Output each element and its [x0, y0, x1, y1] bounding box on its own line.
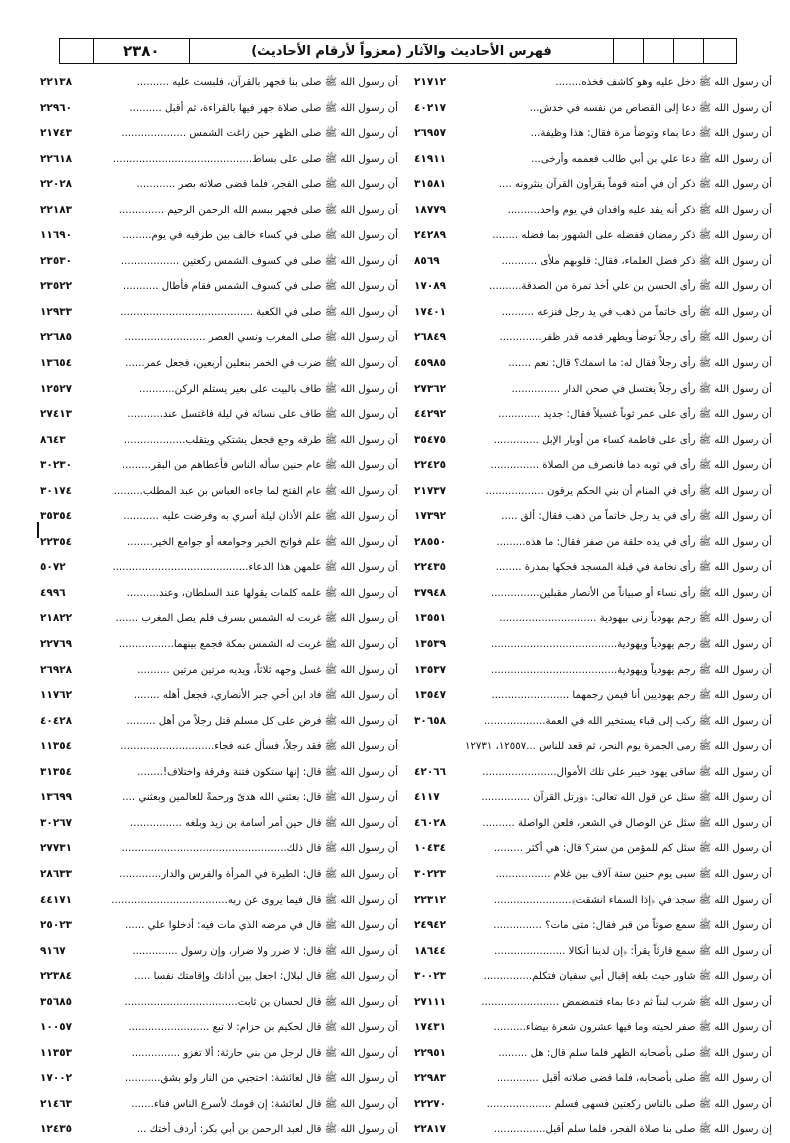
- index-entry: [414, 530, 772, 556]
- margin-mark: [37, 522, 39, 538]
- entry-number: ١١٦٩٠: [40, 229, 73, 242]
- entry-number: ١٠٤٣٤: [414, 842, 447, 855]
- index-entry: [414, 913, 772, 939]
- entry-number: ٢٢٩٨٣: [414, 1072, 447, 1085]
- entry-text: أن رسول الله ﷺ ضرب في الخمر بنعلين أربعين، فجعل عمر......: [125, 358, 398, 370]
- entry-number: ١١٣٥٣: [40, 1046, 73, 1059]
- index-entry: [40, 351, 398, 377]
- entry-number: ١٨٦٤٤: [414, 944, 447, 957]
- entry-number: ٤٥٩٨٥: [414, 357, 447, 370]
- index-entry: [414, 990, 772, 1016]
- index-entry: [40, 1041, 398, 1067]
- entry-number: ٤٩٩٦: [40, 586, 66, 599]
- entry-number: ٢٨٦٣٣: [40, 867, 73, 880]
- entry-text: أن رسول الله ﷺ علمهن هذا الدعاء..........................................: [112, 562, 398, 574]
- entry-text: أن رسول الله ﷺ طاف على نسائه في ليلة فاغتسل عند...........: [127, 409, 398, 421]
- entry-number: ٣٠٢٦٧: [40, 816, 73, 829]
- entry-text: أن رسول الله ﷺ صلى صلاة جهر فيها بالقراءة، ثم أقبل ..........: [129, 102, 398, 114]
- entry-number: ٤١١٧: [414, 791, 440, 804]
- index-entry: [414, 1015, 772, 1041]
- entry-text: أن رسول الله ﷺ صلى في كسوف الشمس ركعتين ..................: [120, 255, 398, 267]
- index-entry: [40, 274, 398, 300]
- entry-number: ٢٢٣٨٤: [40, 970, 73, 983]
- entry-text: أن رسول الله ﷺ غسل وجهه ثلاثاً، ويديه مرتين مرتين ..........: [137, 664, 398, 676]
- entry-text: أن رسول الله ﷺ رجم يهودياً ويهودية.......................................: [490, 664, 772, 676]
- entry-text: أن رسول الله ﷺ سمع قارئاً يقرأ: ﴿إن لدينا أنكالا ......................: [494, 945, 772, 957]
- index-entry: [414, 811, 772, 837]
- index-entry: [414, 402, 772, 428]
- index-entry: [40, 121, 398, 147]
- entry-text: أن رسول الله ﷺ فقد رجلاً، فسأل عنه فجاء.............................: [120, 741, 398, 753]
- entry-text: أن رسول الله ﷺ شاور حيث بلغه إقبال أبي سفيان فتكلم...............: [483, 971, 772, 983]
- entry-text: أن رسول الله ﷺ رأى رجلاً فقال له: ما اسمك؟ قال: نعم .......: [508, 358, 772, 370]
- entry-number: ٢٧٧٣١: [40, 842, 73, 855]
- entry-number: ٣٥٣٥٤: [40, 510, 73, 523]
- entry-number: ٢٢١٣٨: [40, 76, 73, 88]
- entry-number: ٣١٣٥٤: [40, 765, 73, 778]
- index-entry: [414, 939, 772, 965]
- entry-text: أن رسول الله ﷺ رأى في يده حلقة من صفر فقال: ما هذه.........: [496, 536, 772, 548]
- entry-text: أن رسول الله ﷺ رأى خاتماً من ذهب في يد رجل فنزعه ..........: [501, 306, 772, 318]
- page-number: ٢٣٨٠: [94, 39, 190, 63]
- entry-text: أن رسول الله ﷺ قال لحسان بن ثابت...................................: [124, 996, 398, 1008]
- entry-text: أن رسول الله ﷺ دخل عليه وهو كاشف فخذه........: [555, 77, 772, 88]
- index-entry: [414, 606, 772, 632]
- entry-text: أن رسول الله ﷺ ذكر فضل العلماء، فقال: قلوبهم ملأى ...........: [501, 255, 772, 267]
- entry-text: أن رسول الله ﷺ صلى في كساء خالف بين طرفيه في يوم.........: [122, 230, 398, 242]
- entry-text: أن رسول الله ﷺ ذكر رمضان ففضله على الشهور بما فضله ........: [492, 230, 772, 242]
- entry-text: أن رسول الله ﷺ رأى رجلاً يغتسل في صحن الدار ...............: [511, 383, 772, 395]
- entry-text: أن رسول الله ﷺ قال ذلك...................................................: [121, 843, 398, 855]
- entry-text: أن رسول الله ﷺ قال: الطيرة في المرأة والفرس والدار.............: [119, 868, 398, 880]
- index-entry: [414, 274, 772, 300]
- index-entry: [40, 428, 398, 454]
- index-entry: [40, 300, 398, 326]
- header-cell-empty: [60, 39, 94, 63]
- entry-number: ٣٠٦٥٨: [414, 714, 447, 727]
- entry-number: ١٢٩٣٣: [40, 305, 73, 318]
- entry-text: أن رسول الله ﷺ صلى المغرب ونسي العصر .........................: [124, 332, 398, 344]
- header-cell-empty: [674, 39, 704, 63]
- entry-number: ٨٥٦٩: [414, 254, 440, 267]
- entry-number: ٤٤١٧١: [40, 893, 73, 906]
- entry-number: ٢٢٠٢٨: [40, 178, 73, 191]
- index-entry: [414, 325, 772, 351]
- index-entry: [40, 70, 398, 96]
- entry-text: أن رسول الله ﷺ صلى بنا فجهر بالقرآن، فلبست عليه ..........: [136, 77, 398, 88]
- index-entry: [40, 1092, 398, 1118]
- entry-number: ٢٢٢٧٠: [414, 1097, 447, 1110]
- index-entry: [414, 785, 772, 811]
- entry-text: أن رسول الله ﷺ صفر لحيته وما فيها عشرون شعرة بيضاء..........: [493, 1022, 772, 1034]
- entry-text: أن رسول الله ﷺ رجم يهودياً زنى بيهودية ..............................: [499, 613, 772, 625]
- index-entry: [414, 428, 772, 454]
- index-entry: [40, 96, 398, 122]
- index-entry: [40, 504, 398, 530]
- entry-text: أن رسول الله ﷺ دعا إلى القصاص من نفسه في خدش...: [529, 102, 772, 114]
- entry-number: ٢٢٩٦٠: [40, 101, 73, 114]
- entry-number: ٢٦٩٢٨: [40, 663, 73, 676]
- index-column-left: [40, 70, 398, 1143]
- index-entry: [40, 990, 398, 1016]
- index-entry: [414, 249, 772, 275]
- index-entry: [414, 351, 772, 377]
- entry-number: ٢٢٩٥١: [414, 1046, 447, 1059]
- index-entry: [40, 913, 398, 939]
- entry-number: ٢٢١٨٣: [40, 203, 73, 216]
- entry-number: ١١٣٥٤: [40, 740, 73, 753]
- entry-text: أن رسول الله ﷺ دعا بماء وتوضأ مرة فقال: هذا وظيفة...: [530, 128, 772, 140]
- entry-number: ١٣٥٥١: [414, 612, 447, 625]
- index-column-right: [414, 70, 772, 1143]
- entry-text: أن رسول الله ﷺ فرض على كل مسلم قتل رجلاً من أهل .........: [126, 715, 398, 727]
- index-entry: [414, 70, 772, 96]
- index-entry: [414, 658, 772, 684]
- entry-number: ٢٦٨٤٩: [414, 331, 447, 344]
- index-entry: [40, 1117, 398, 1143]
- entry-text: أن رسول الله ﷺ عام الفتح لما جاءه العباس بن عبد المطلب.........: [113, 485, 398, 497]
- entry-text: أن رسول الله ﷺ ذكر أنه يفد عليه وافدان في يوم واحد..........: [507, 204, 772, 216]
- entry-text: أن رسول الله ﷺ قال فيما يروى عن ربه....................................: [111, 894, 398, 906]
- entry-number: ٤٢٠٦٦: [414, 765, 447, 778]
- index-entry: [40, 658, 398, 684]
- entry-number: [414, 734, 416, 760]
- entry-text: أن رسول الله ﷺ شرب لبناً ثم دعا بماء فتمضمض ........................: [481, 996, 772, 1008]
- index-entry: [414, 1041, 772, 1067]
- entry-number: ٣٠١٧٤: [40, 484, 73, 497]
- index-entry: [414, 300, 772, 326]
- index-entry: [40, 223, 398, 249]
- entry-number: ١١٧٦٢: [40, 689, 73, 702]
- entry-text: أن رسول الله ﷺ رأى في ثوبه دما فانصرف من الصلاة ...............: [490, 460, 772, 472]
- index-entry: [414, 964, 772, 990]
- entry-number: ٤١٩١١: [414, 152, 447, 165]
- entry-number: ١٣٦٩٩: [40, 791, 73, 804]
- entry-text: أن رسول الله ﷺ غربت له الشمس بسرف فلم يصل المغرب .......: [115, 613, 398, 625]
- index-entry: [40, 836, 398, 862]
- index-entry: [40, 555, 398, 581]
- entry-text: أن رسول الله ﷺ قال: بعثني الله هدىً ورحمةً للعالمين وبعثني ....: [122, 792, 398, 804]
- index-entry: [414, 862, 772, 888]
- index-entry: [40, 888, 398, 914]
- index-entry: [40, 683, 398, 709]
- entry-number: ١٧٣٩٢: [414, 510, 447, 523]
- entry-text: أن رسول الله ﷺ رأى نساء أو صبياناً من الأنصار مقبلين...............: [490, 587, 772, 599]
- index-entry: [414, 632, 772, 658]
- entry-number: ٢٣٥٢٢: [40, 280, 73, 293]
- entry-text: أن رسول الله ﷺ سجد في ﴿إذا السماء انشقت﴾........................: [493, 894, 772, 906]
- index-entry: [414, 888, 772, 914]
- index-entry: [414, 147, 772, 173]
- index-entry: [40, 453, 398, 479]
- entry-number: ١٣٥٣٩: [414, 638, 447, 651]
- entry-text: أن رسول الله ﷺ رأى الحسن بن علي أخذ تمرة من الصدقة..........: [489, 281, 772, 293]
- page-header: [59, 38, 737, 64]
- entry-text: أن رسول الله ﷺ رأى على فاطمة كساء من أوبار الإبل ..............: [493, 434, 772, 446]
- index-entry: [414, 121, 772, 147]
- index-entry: [414, 479, 772, 505]
- index-entry: [40, 760, 398, 786]
- entry-text: أن رسول الله ﷺ رجم يهودياً ويهودية.......................................: [490, 639, 772, 651]
- entry-number: ٢١٤٦٣: [40, 1097, 73, 1110]
- entry-text: أن رسول الله ﷺ قال لرجل من بني حارثة: ألا تغزو ...............: [131, 1047, 398, 1059]
- index-entry: [414, 453, 772, 479]
- entry-text: أن رسول الله ﷺ صلى على بساط...........................................: [112, 153, 398, 165]
- entry-number: ٢٢٨١٧: [414, 1123, 447, 1136]
- entry-text: أن رسول الله ﷺ صلى بأصحابه، فلما قضى صلاته أقبل .............: [496, 1073, 772, 1085]
- entry-number: ٢٥٠٢٣: [40, 919, 73, 932]
- entry-number: ٢٣٥٣٠: [40, 254, 73, 267]
- header-cell-empty: [644, 39, 674, 63]
- entry-text: أن رسول الله ﷺ دعا علي بن أبي طالب فعممه وأرخى...: [531, 153, 772, 165]
- index-entry: [40, 939, 398, 965]
- entry-number: ٤٠٤٢٨: [40, 714, 73, 727]
- index-entry: [40, 172, 398, 198]
- index-entry: [40, 964, 398, 990]
- entry-text: أن رسول الله ﷺ رأى نخامة في قبلة المسجد فحكها بمدرة ........: [495, 562, 772, 574]
- entry-text: أن رسول الله ﷺ قال: إنها ستكون فتنة وفرقة واختلاف!........: [137, 766, 398, 778]
- entry-number: ٢٢٤٢٥: [414, 459, 447, 472]
- index-entry: [40, 325, 398, 351]
- entry-number: ٣٠٠٢٣: [414, 970, 447, 983]
- entry-text: أن رسول الله ﷺ طاف بالبيت على بعير يستلم الركن...........: [139, 383, 398, 395]
- index-entry: [40, 1066, 398, 1092]
- index-entry: [40, 862, 398, 888]
- entry-text: أن رسول الله ﷺ صلى الفجر، فلما قضى صلاته بصر ............: [136, 179, 398, 191]
- entry-number: ٣٥٦٨٥: [40, 995, 73, 1008]
- index-entry: [414, 1092, 772, 1118]
- entry-number: ١٣٥٣٧: [414, 663, 447, 676]
- entry-number: ١٧٠٨٩: [414, 280, 447, 293]
- entry-number: ٩١٦٧: [40, 944, 66, 957]
- entry-text: أن رسول الله ﷺ رجم يهوديين أنا فيمن رجمهما ........................: [491, 690, 772, 702]
- entry-number: ٣٠٢٣٠: [40, 459, 73, 472]
- page-title: فهرس الأحاديث والآثار (معزواً لأرقام الأحاديث): [190, 39, 615, 63]
- index-entry: [40, 709, 398, 735]
- entry-text: أن رسول الله ﷺ علم فواتح الخير وجوامعه أو جوامع الخير........: [127, 536, 398, 548]
- index-entry: [414, 555, 772, 581]
- index-entry: [414, 377, 772, 403]
- entry-text: أن رسول الله ﷺ صلى في الكعبة .........................................: [120, 306, 398, 318]
- entry-number: ٢٤٢٨٩: [414, 229, 447, 242]
- entry-text: أن رسول الله ﷺ غربت له الشمس بمكة فجمع بينهما.................: [118, 639, 398, 651]
- entry-text: أن رسول الله ﷺ رأى في يد رجل خاتماً من ذهب فقال: ألق .....: [501, 511, 772, 523]
- index-entry: [414, 172, 772, 198]
- entry-number: ٢١٧٣٧: [414, 484, 447, 497]
- entry-text: أن رسول الله ﷺ صلى بأصحابه الظهر فلما سلم قال: هل .........: [498, 1047, 772, 1059]
- entry-text: أن رسول الله ﷺ سئل عن قول الله تعالى: ﴿ورتل القرآن ...............: [481, 792, 772, 804]
- entry-text: أن رسول الله ﷺ صلى فجهر ببسم الله الرحمن الرحيم ..............: [118, 204, 398, 216]
- index-entry: [40, 530, 398, 556]
- entry-text: أن رسول الله ﷺ رأى في المنام أن بني الحكم يرقون ..................: [485, 485, 772, 497]
- entry-text: أن رسول الله ﷺ ذكر أن في أمته قوماً يقرأون القرآن ينثرونه ....: [498, 179, 772, 191]
- entry-text: أن رسول الله ﷺ ركب إلى قباء يستخير الله في العمة...................: [483, 715, 772, 727]
- entry-text: أن رسول الله ﷺ رأى على عمر ثوباً غسيلاً فقال: جديد .............: [498, 409, 772, 421]
- index-entry: [40, 606, 398, 632]
- entry-number: ١٧٤٣١: [414, 1021, 447, 1034]
- entry-number: ١٠٠٥٧: [40, 1021, 73, 1034]
- index-entry: [40, 147, 398, 173]
- index-entry: [40, 479, 398, 505]
- entry-number: ٥٠٧٢: [40, 561, 66, 574]
- entry-number: ٤٤٢٩٢: [414, 408, 447, 421]
- entry-text: أن رسول الله ﷺ قال حين أمر أسامة بن زيد وبلغه ................: [130, 817, 398, 829]
- index-entry: [414, 836, 772, 862]
- entry-text: إن رسول الله ﷺ صلى بنا صلاة الفجر، فلما سلم أقبل................: [493, 1124, 772, 1136]
- index-entry: [40, 785, 398, 811]
- entry-text: أن رسول الله ﷺ قال لعبد الرحمن بن أبي بكر: أردف أختك ...: [136, 1124, 398, 1136]
- entry-text: أن رسول الله ﷺ سئل كم للمؤمن من ستر؟ قال: هي أكثر .........: [493, 843, 772, 855]
- entry-text: أن رسول الله ﷺ ساقى يهود خيبر على تلك الأموال.......................: [482, 766, 772, 778]
- index-entry: [414, 683, 772, 709]
- entry-text: أن رسول الله ﷺ قال: لا ضرر ولا ضرار، وإن رسول ..............: [132, 945, 398, 957]
- entry-number: ٣٧٩٤٨: [414, 586, 447, 599]
- entry-text: أن رسول الله ﷺ قال لحكيم بن حزام: لا تبع .........................: [128, 1022, 398, 1034]
- entry-text: أن رسول الله ﷺ قال لبلال: اجعل بين أذانك وإقامتك نفسا .....: [134, 971, 398, 983]
- index-entry: [40, 1015, 398, 1041]
- entry-text: أن رسول الله ﷺ رأى رجلاً توضأ ويطهر قدمه قدر ظفر.............: [499, 332, 772, 344]
- index-entry: [40, 632, 398, 658]
- index-entry: [414, 1117, 772, 1143]
- entry-number: ١٢٤٣٥: [40, 1123, 73, 1136]
- entry-text: أن رسول الله ﷺ سئل عن الوصال في الشعر، فلعن الواصلة ..........: [482, 817, 772, 829]
- entry-text: أن رسول الله ﷺ صلى الظهر حين زاغت الشمس ....................: [121, 128, 398, 140]
- entry-text: أن رسول الله ﷺ صلى في كسوف الشمس فقام فأطال ...........: [122, 281, 398, 293]
- index-entry: [40, 811, 398, 837]
- entry-text: أن رسول الله ﷺ قال في مرضه الذي مات فيه: أدخلوا علي ......: [124, 920, 398, 932]
- entry-number: ٢٢٦١٨: [40, 152, 73, 165]
- index-entry: [40, 198, 398, 224]
- entry-text: أن رسول الله ﷺ رمى الجمرة يوم النحر، ثم قعد للناس ...١٢٥٥٧، ١٢٧٣١: [464, 741, 772, 753]
- entry-text: أن رسول الله ﷺ علم الأذان ليلة أسري به وفرضت عليه ...........: [123, 511, 398, 523]
- index-entry: [40, 734, 398, 760]
- entry-number: ٢٢٣٥٤: [40, 535, 73, 548]
- entry-number: ١٣٦٥٤: [40, 357, 73, 370]
- entry-text: أن رسول الله ﷺ فاد ابن أخي جبر الأنصاري، فجعل أهله ........: [133, 690, 398, 702]
- entry-number: ٢٢٦٨٥: [40, 331, 73, 344]
- index-entry: [414, 709, 772, 735]
- entry-number: ٢٦٩٥٧: [414, 127, 447, 140]
- entry-number: ١٣٥٤٧: [414, 689, 447, 702]
- entry-number: ٢٢٣١٢: [414, 893, 447, 906]
- entry-text: أن رسول الله ﷺ عام حنين سأله الناس فأعطاهم من البقر.........: [121, 460, 398, 472]
- entry-text: أن رسول الله ﷺ سبى يوم حنين ستة آلاف بين غلام .................: [495, 868, 772, 880]
- entry-number: ٢١٨٢٢: [40, 612, 73, 625]
- entry-number: ٢٨٥٥٠: [414, 535, 447, 548]
- entry-number: ٢١٧١٢: [414, 76, 447, 88]
- entry-number: ٤٦٠٢٨: [414, 816, 447, 829]
- index-entry: [414, 1066, 772, 1092]
- index-entry: [414, 96, 772, 122]
- entry-number: ٣١٥٨١: [414, 178, 447, 191]
- entry-number: ١٧٤٠١: [414, 305, 447, 318]
- header-cell-empty: [614, 39, 644, 63]
- index-entry: [414, 760, 772, 786]
- entry-number: ٢٢٧٦٩: [40, 638, 73, 651]
- entry-number: ٢٧١١١: [414, 995, 447, 1008]
- index-entry: [40, 377, 398, 403]
- entry-number: ٢٧٤١٣: [40, 408, 73, 421]
- index-entry: [414, 734, 772, 760]
- entry-number: ٢٧٣٦٢: [414, 382, 447, 395]
- index-entry: [414, 581, 772, 607]
- entry-number: ١٧٠٠٢: [40, 1072, 73, 1085]
- entry-number: ٣٥٤٧٥: [414, 433, 447, 446]
- entry-text: أن رسول الله ﷺ سمع صوتاً من قبر فقال: متى مات؟ ...............: [493, 920, 772, 932]
- entry-number: ١٢٥٢٧: [40, 382, 73, 395]
- index-entry: [40, 402, 398, 428]
- entry-number: ٢٢٤٣٥: [414, 561, 447, 574]
- index-entry: [40, 581, 398, 607]
- index-entry: [414, 504, 772, 530]
- header-cell-empty: [704, 39, 736, 63]
- entry-number: ٤٠٢١٧: [414, 101, 447, 114]
- entry-number: ٢٤٩٤٢: [414, 919, 447, 932]
- entry-text: أن رسول الله ﷺ طرقه وجع فجعل يشتكي ويتقلب...................: [123, 434, 398, 446]
- entry-text: أن رسول الله ﷺ صلى بالناس ركعتين فسهى فسلم ....................: [486, 1098, 772, 1110]
- entry-number: ٢١٧٤٣: [40, 127, 73, 140]
- entry-text: أن رسول الله ﷺ قال لعائشة: إن قومك لأسرع الناس فناء.......: [131, 1098, 398, 1110]
- index-entry: [40, 249, 398, 275]
- entry-number: ١٨٧٧٩: [414, 203, 447, 216]
- entry-text: أن رسول الله ﷺ علمه كلمات يقولها عند السلطان، وعند..........: [126, 587, 398, 599]
- index-entry: [414, 198, 772, 224]
- entry-text: أن رسول الله ﷺ قال لعائشة: احتجبي من النار ولو بشق...........: [124, 1073, 398, 1085]
- entry-number: ٨٦٤٣: [40, 433, 66, 446]
- entry-number: ٣٠٢٢٣: [414, 867, 447, 880]
- index-entry: [414, 223, 772, 249]
